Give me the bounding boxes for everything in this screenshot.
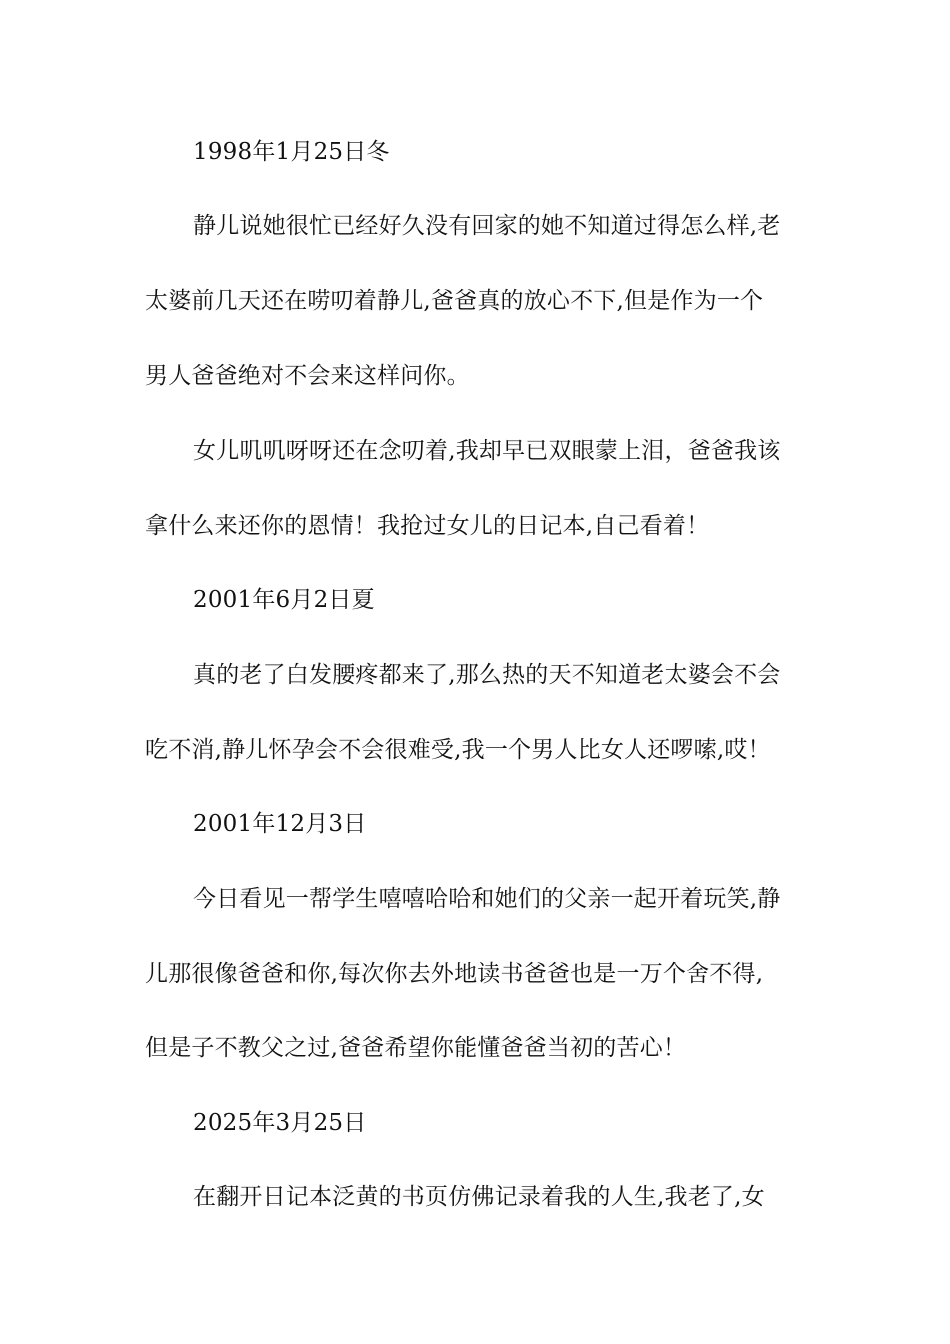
paragraph-line: 在翻开日记本泛黄的书页仿佛记录着我的人生,我老了,女: [193, 1184, 765, 1210]
paragraph-line: 儿那很像爸爸和你,每次你去外地读书爸爸也是一万个舍不得,: [145, 961, 764, 987]
paragraph-line: 真的老了白发腰疼都来了,那么热的天不知道老太婆会不会: [193, 662, 781, 688]
paragraph-line: 男人爸爸绝对不会来这样问你。: [145, 363, 470, 389]
diary-date-1998: 1998年1月25日冬: [193, 139, 390, 165]
paragraph-line: 吃不消,静儿怀孕会不会很难受,我一个男人比女人还啰嗦,哎！: [145, 737, 771, 763]
diary-date-2001-december: 2001年12月3日: [193, 811, 367, 837]
paragraph-line: 今日看见一帮学生嘻嘻哈哈和她们的父亲一起开着玩笑,静: [193, 886, 781, 912]
diary-date-2025: 2025年3月25日: [193, 1110, 367, 1136]
paragraph-line: 但是子不教父之过,爸爸希望你能懂爸爸当初的苦心！: [145, 1035, 687, 1061]
paragraph-line: 静儿说她很忙已经好久没有回家的她不知道过得怎么样,老: [193, 213, 781, 239]
paragraph-line: 太婆前几天还在唠叨着静儿,爸爸真的放心不下,但是作为一个: [145, 288, 764, 314]
diary-date-2001-june: 2001年6月2日夏: [193, 587, 375, 613]
paragraph-line: 拿什么来还你的恩情！我抢过女儿的日记本,自己看着！: [145, 513, 710, 539]
paragraph-line: 女儿叽叽呀呀还在念叨着,我却早已双眼蒙上泪，爸爸我该: [193, 438, 781, 464]
